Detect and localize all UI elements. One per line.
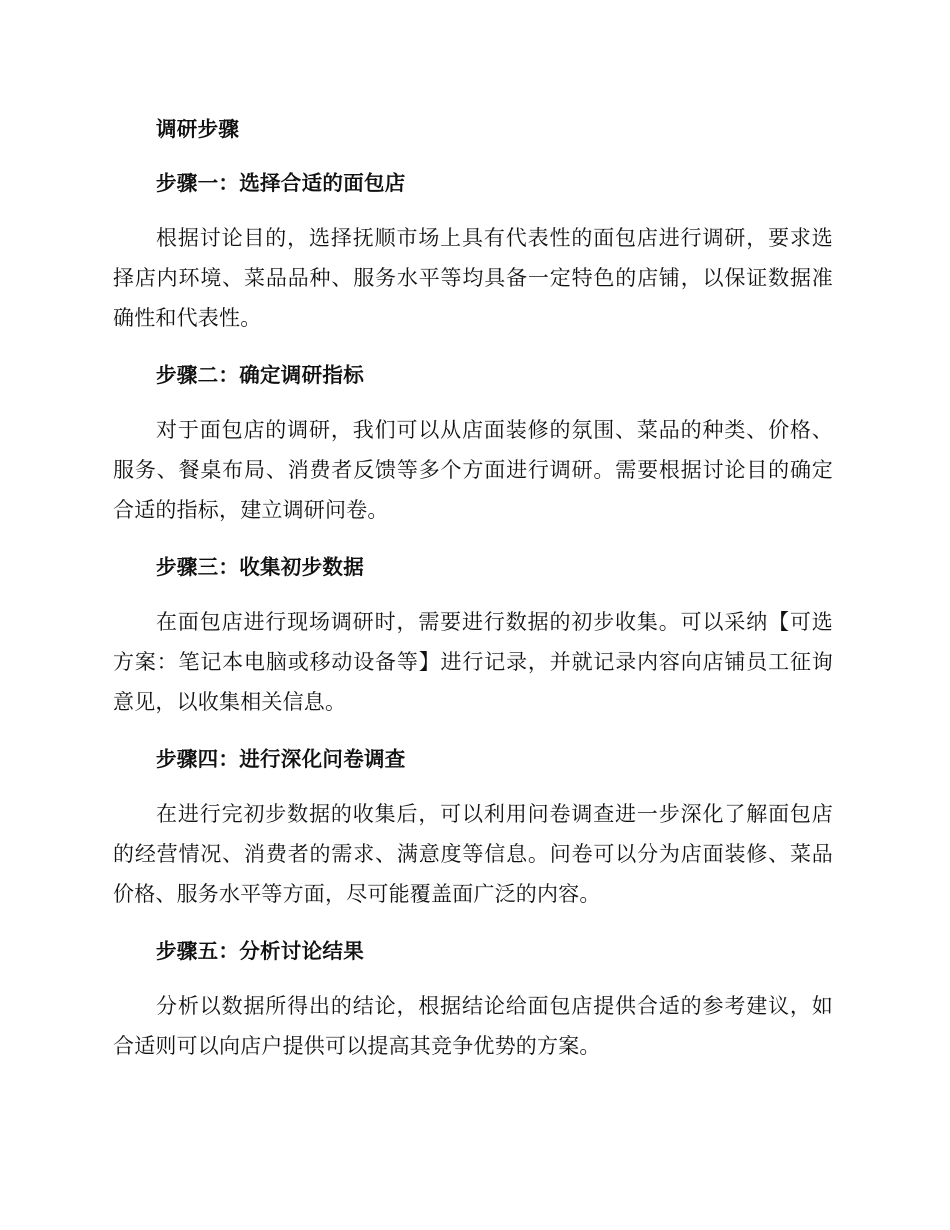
step-5-body: 分析以数据所得出的结论，根据结论给面包店提供合适的参考建议，如合适则可以向店户提供可以提高其竞争优势的方案。 — [113, 994, 833, 1058]
step-3-body: 在面包店进行现场调研时，需要进行数据的初步收集。可以采纳【可选方案：笔记本电脑或移动设备等】进行记录，并就记录内容向店铺员工征询意见，以收集相关信息。 — [113, 610, 833, 714]
step-2-body: 对于面包店的调研，我们可以从店面装修的氛围、菜品的种类、价格、服务、餐桌布局、消费者反馈等多个方面进行调研。需要根据讨论目的确定合适的指标，建立调研问卷。 — [113, 418, 833, 522]
step-2-heading: 步骤二：确定调研指标 — [156, 363, 364, 387]
step-4-body: 在进行完初步数据的收集后，可以利用问卷调查进一步深化了解面包店的经营情况、消费者的需求、满意度等信息。问卷可以分为店面装修、菜品价格、服务水平等方面，尽可能覆盖面广泛的内容。 — [113, 802, 833, 906]
step-5-heading: 步骤五：分析讨论结果 — [156, 939, 364, 963]
document-title: 调研步骤 — [156, 117, 240, 141]
step-3-heading: 步骤三：收集初步数据 — [156, 555, 364, 579]
step-4-heading: 步骤四：进行深化问卷调查 — [156, 747, 406, 771]
step-1-body: 根据讨论目的，选择抚顺市场上具有代表性的面包店进行调研，要求选择店内环境、菜品品种、服务水平等均具备一定特色的店铺，以保证数据准确性和代表性。 — [113, 226, 833, 330]
document-page — [113, 110, 833, 1084]
step-1-heading: 步骤一：选择合适的面包店 — [156, 171, 406, 195]
